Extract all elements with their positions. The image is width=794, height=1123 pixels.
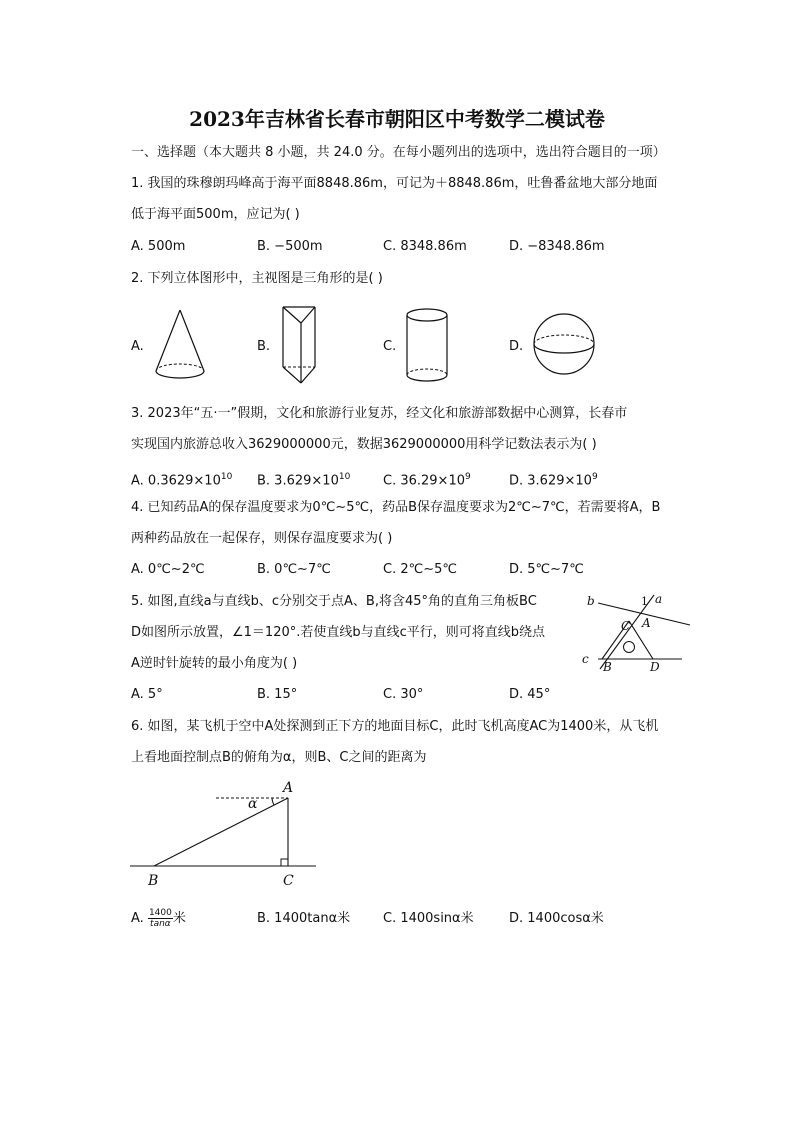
label-B: B	[148, 873, 159, 889]
q5-text-line1: 5. 如图,直线a与直线b、c分别交于点A、B,将含45°角的直角三角板BC	[131, 594, 537, 609]
q5-option-b: B. 15°	[257, 687, 298, 702]
label-alpha: α	[248, 796, 258, 812]
q4-text-line1: 4. 已知药品A的保存温度要求为0℃∼5℃，药品B保存温度要求为2℃∼7℃，若需要将A，B	[131, 500, 661, 515]
label-B: B	[603, 660, 612, 674]
q5-option-a: A. 5°	[131, 687, 163, 702]
label-C: C	[283, 873, 294, 889]
label-D: D	[650, 660, 660, 674]
q4-option-a: A. 0℃∼2℃	[131, 562, 205, 577]
q6-text-line1: 6. 如图，某飞机于空中A处探测到正下方的地面目标C，此时飞机高度AC为1400米，从飞机	[131, 719, 659, 734]
q6-text-line2: 上看地面控制点B的俯角为α，则B、C之间的距离为	[131, 750, 427, 765]
q1-text-line2: 低于海平面500m，应记为( )	[131, 207, 300, 222]
cone-figure	[150, 305, 210, 385]
q1-option-b: B. −500m	[257, 239, 323, 254]
q3-option-a: A. $0.3629\times 10^{10}$	[131, 472, 233, 489]
q5-figure	[578, 590, 698, 680]
page-title: 2023年吉林省长春市朝阳区中考数学二模试卷	[189, 107, 605, 131]
label-C: C	[621, 619, 631, 633]
q6-option-b: B. 1400tanα米	[257, 911, 351, 926]
q6-option-d: D. 1400cosα米	[509, 911, 604, 926]
q1-option-a: A. 500m	[131, 239, 186, 254]
q5-text-line2: D如图所示放置，∠1＝120°.若使直线b与直线c平行，则可将直线b绕点	[131, 625, 546, 640]
sphere-figure	[532, 312, 602, 382]
section-heading: 一、选择题（本大题共 8 小题，共 24.0 分。在每小题列出的选项中，选出符合题目的一项）	[131, 145, 666, 160]
label-a: a	[655, 592, 663, 606]
q4-option-c: C. 2℃∼5℃	[383, 562, 457, 577]
q3-option-b: B. $3.629\times 10^{10}$	[257, 472, 351, 489]
q2-label-c: C.	[383, 339, 397, 354]
q1-text-line1: 1. 我国的珠穆朗玛峰高于海平面8848.86m，可记为＋8848.86m，吐鲁番盆地大部分地面	[131, 176, 658, 191]
q3-option-c: C. $36.29\times 10^9$	[383, 472, 471, 489]
q2-label-b: B.	[257, 339, 271, 354]
label-A: A	[283, 780, 294, 796]
q4-option-d: D. 5℃∼7℃	[509, 562, 584, 577]
prism-figure	[275, 305, 330, 390]
q1-option-c: C. 8348.86m	[383, 239, 467, 254]
label-A: A	[642, 616, 651, 630]
q3-text-line1: 3. 2023年“五·一”假期，文化和旅游行业复苏，经文化和旅游部数据中心测算，长春市	[131, 406, 628, 421]
cylinder-figure	[403, 305, 453, 390]
q5-option-c: C. 30°	[383, 687, 424, 702]
q6-option-c: C. 1400sinα米	[383, 911, 474, 926]
q2-label-a: A.	[131, 339, 144, 354]
q6-figure	[128, 776, 323, 891]
q4-option-b: B. 0℃∼7℃	[257, 562, 331, 577]
q5-option-d: D. 45°	[509, 687, 551, 702]
label-1: 1	[641, 595, 648, 608]
label-b: b	[587, 594, 595, 608]
q2-label-d: D.	[509, 339, 524, 354]
q3-option-d: D. $3.629\times 10^9$	[509, 472, 598, 489]
q6-option-a: A. $\frac{1400}{\tan\alpha}$ 米	[131, 908, 186, 929]
q2-text-line1: 2. 下列立体图形中，主视图是三角形的是( )	[131, 271, 383, 286]
q4-text-line2: 两种药品放在一起保存，则保存温度要求为( )	[131, 531, 393, 546]
q1-option-d: D. −8348.86m	[509, 239, 605, 254]
q5-text-line3: A逆时针旋转的最小角度为( )	[131, 656, 298, 671]
label-c: c	[582, 652, 589, 666]
q3-text-line2: 实现国内旅游总收入3629000000元，数据3629000000用科学记数法表示为( )	[131, 437, 597, 452]
